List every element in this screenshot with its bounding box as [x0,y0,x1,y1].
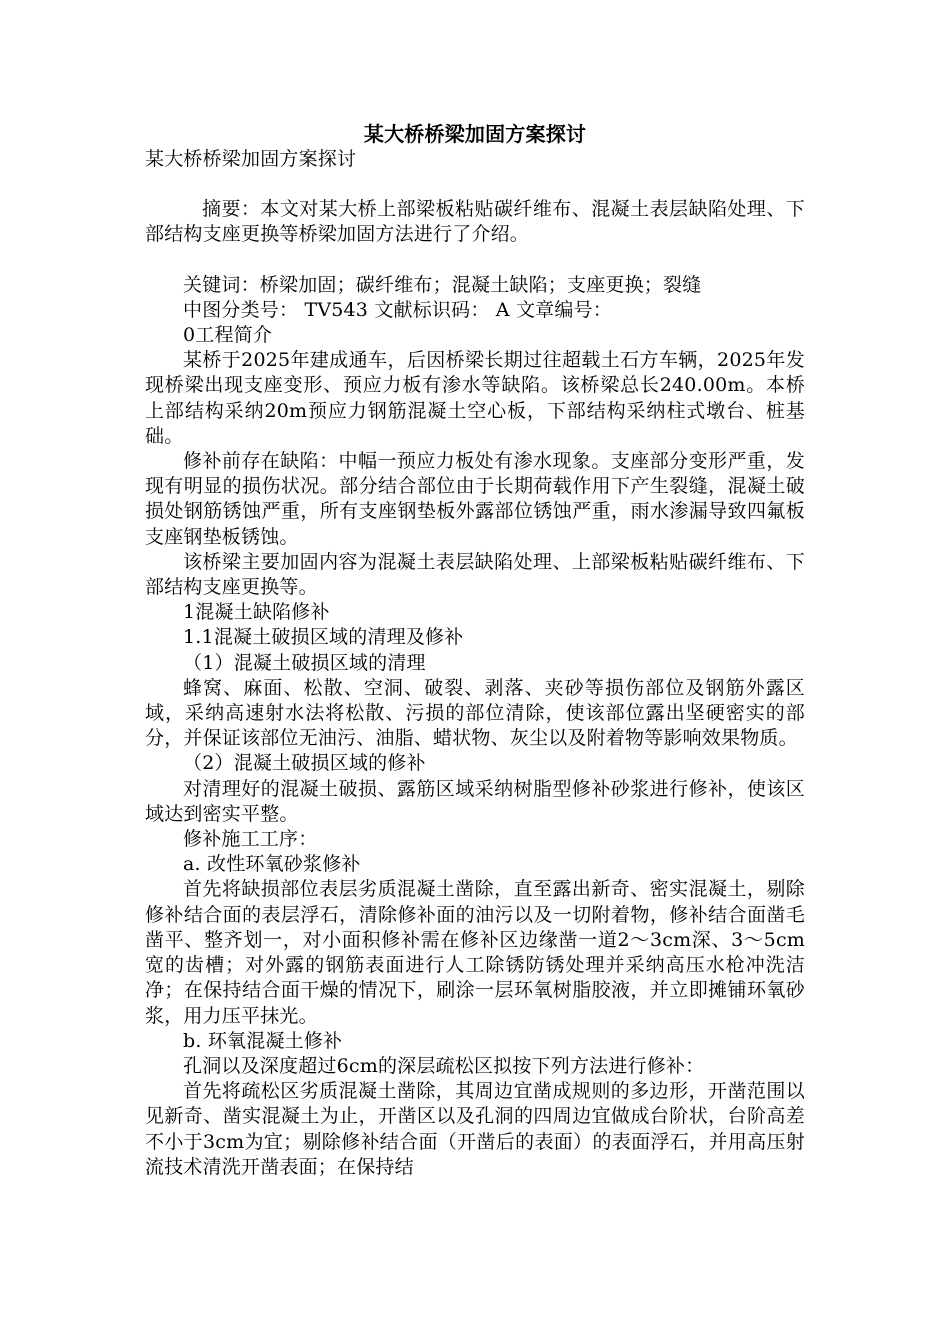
body-paragraph: 蜂窝、麻面、松散、空洞、破裂、剥落、夹砂等损伤部位及钢筋外露区域，采纳高速射水法将松散、污损的部位清除，使该部位露出坚硬密实的部分，并保证该部位无油污、油脂、蜡状物、灰尘以及附着物等影响效果物质。 [145,676,805,750]
body-paragraph: 对清理好的混凝土破损、露筋区域采纳树脂型修补砂浆进行修补，使该区域达到密实平整。 [145,777,805,825]
body-paragraph: 修补施工工序： [183,828,318,851]
body-paragraph: 孔洞以及深度超过6cm的深层疏松区拟按下列方法进行修补： [183,1054,705,1077]
subsection-heading: b. 环氧混凝土修补 [183,1029,343,1052]
subsection-heading: （2）混凝土破损区域的修补 [183,752,426,775]
body-paragraph: 该桥梁主要加固内容为混凝土表层缺陷处理、上部梁板粘贴碳纤维布、下部结构支座更换等。 [145,550,805,599]
document-title: 某大桥桥梁加固方案探讨 [363,122,587,146]
subsection-heading: 1.1混凝土破损区域的清理及修补 [183,626,464,649]
subsection-heading: （1）混凝土破损区域的清理 [183,651,426,674]
classification-line: 中图分类号： TV543 文献标识码： A 文章编号： [183,298,612,321]
document-subtitle: 某大桥桥梁加固方案探讨 [145,148,357,170]
body-paragraph: 修补前存在缺陷：中幅一预应力板处有渗水现象。支座部分变形严重，发现有明显的损伤状况。部分结合部位由于长期荷载作用下产生裂缝，混凝土破损处钢筋锈蚀严重，所有支座钢垫板外露部位锈蚀严重，雨水渗漏导致四氟板支座钢垫板锈蚀。 [145,450,805,548]
section-heading: 1混凝土缺陷修补 [183,601,330,624]
body-paragraph: 首先将疏松区劣质混凝土凿除，其周边宜凿成规则的多边形，开凿范围以见新奇、凿实混凝土为止，开凿区以及孔洞的四周边宜做成台阶状，台阶高差不小于3cm为宜；剔除修补结合面（开凿后的表面）的表面浮石，并用高压射流技术清洗开凿表面；在保持结 [145,1080,805,1178]
body-paragraph: 某桥于2025年建成通车，后因桥梁长期过往超载土石方车辆，2025年发现桥梁出现支座变形、预应力板有渗水等缺陷。该桥梁总长240.00m。本桥上部结构采纳20m预应力钢筋混凝土空心板，下部结构采纳柱式墩台、桩基础。 [145,349,805,447]
section-heading: 0工程简介 [183,324,273,347]
abstract: 摘要：本文对某大桥上部梁板粘贴碳纤维布、混凝土表层缺陷处理、下部结构支座更换等桥梁加固方法进行了介绍。 [145,198,805,246]
document-body [145,122,805,1180]
body-paragraph: 首先将缺损部位表层劣质混凝土凿除，直至露出新奇、密实混凝土，剔除修补结合面的表层浮石，清除修补面的油污以及一切附着物，修补结合面凿毛凿平、整齐划一，对小面积修补需在修补区边缘凿一道2～3cm深、3～5cm宽的齿槽；对外露的钢筋表面进行人工除锈防锈处理并采纳高压水枪冲洗洁净；在保持结合面干燥的情况下，刷涂一层环氧树脂胶液，并立即摊铺环氧砂浆，用力压平抹光。 [145,878,805,1027]
keywords: 关键词：桥梁加固；碳纤维布；混凝土缺陷；支座更换；裂缝 [183,273,702,296]
subsection-heading: a. 改性环氧砂浆修补 [183,853,361,876]
